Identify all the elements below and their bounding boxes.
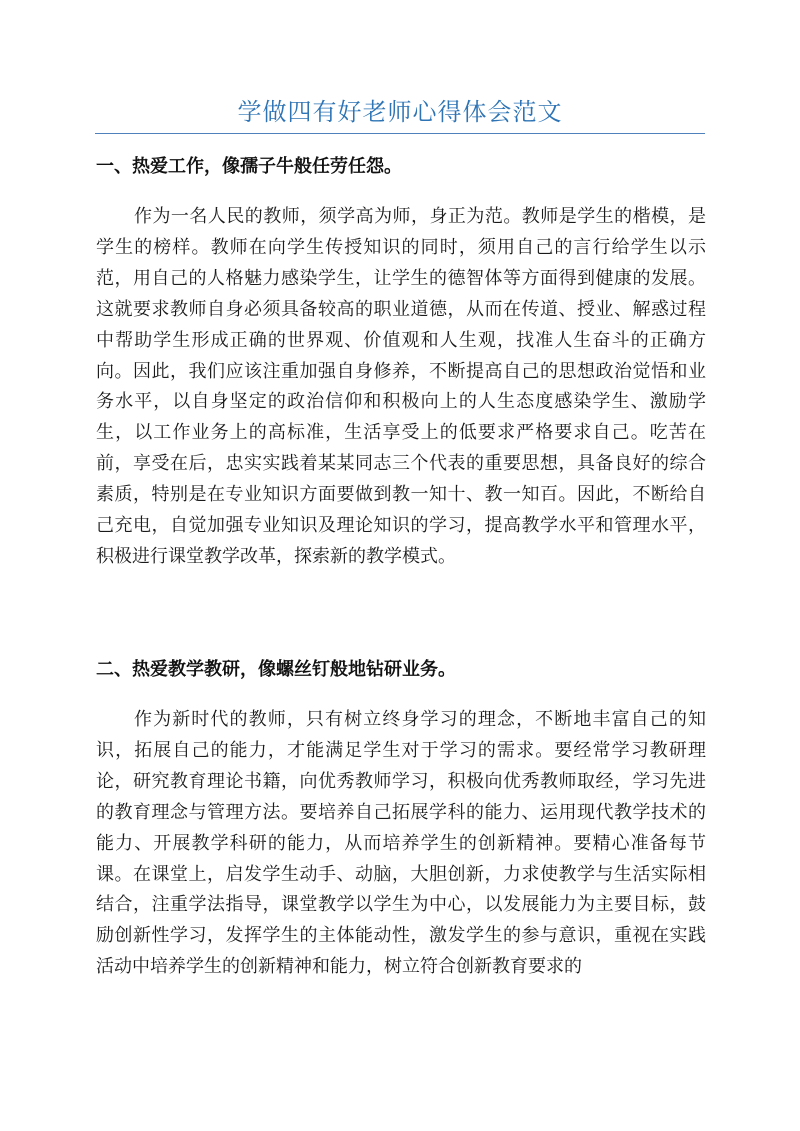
section-heading-2: 二、热爱教学教研，像螺丝钉般地钻研业务。 xyxy=(96,659,456,680)
section-heading-1: 一、热爱工作，像孺子牛般任劳任怨。 xyxy=(96,156,402,177)
section-paragraph-1: 作为一名人民的教师，须学高为师，身正为范。教师是学生的楷模，是学生的榜样。教师在向学生传授知识的同时，须用自己的言行给学生以示范，用自己的人格魅力感染学生，让学生的德智体等方面得到健康的发展。这就要求教师自身必须具备较高的职业道德，从而在传道、授业、解惑过程中帮助学生形成正确的世界观、价值观和人生观，找准人生奋斗的正确方向。因此，我们应该注重加强自身修养，不断提高自己的思想政治觉悟和业务水平，以自身坚定的政治信仰和积极向上的人生态度感染学生、激励学生，以工作业务上的高标准，生活享受上的低要求严格要求自己。吃苦在前，享受在后，忠实实践着某某同志三个代表的重要思想，具备良好的综合素质，特别是在专业知识方面要做到教一知十、教一知百。因此，不断给自己充电，自觉加强专业知识及理论知识的学习，提高教学水平和管理水平，积极进行课堂教学改革，探索新的教学模式。 xyxy=(96,206,706,567)
document-title: 学做四有好老师心得体会范文 xyxy=(237,98,563,126)
title-underline xyxy=(95,133,705,134)
section-paragraph-2: 作为新时代的教师，只有树立终身学习的理念，不断地丰富自己的知识，拓展自己的能力，才能满足学生对于学习的需求。要经常学习教研理论，研究教育理论书籍，向优秀教师学习，积极向优秀教师取经，学习先进的教育理念与管理方法。要培养自己拓展学科的能力、运用现代教学技术的能力、开展教学科研的能力，从而培养学生的创新精神。要精心准备每节课。在课堂上，启发学生动手、动脑，大胆创新，力求使教学与生活实际相结合，注重学法指导，课堂教学以学生为中心，以发展能力为主要目标，鼓励创新性学习，发挥学生的主体能动性，激发学生的参与意识，重视在实践活动中培养学生的创新精神和能力，树立符合创新教育要求的 xyxy=(96,709,706,978)
